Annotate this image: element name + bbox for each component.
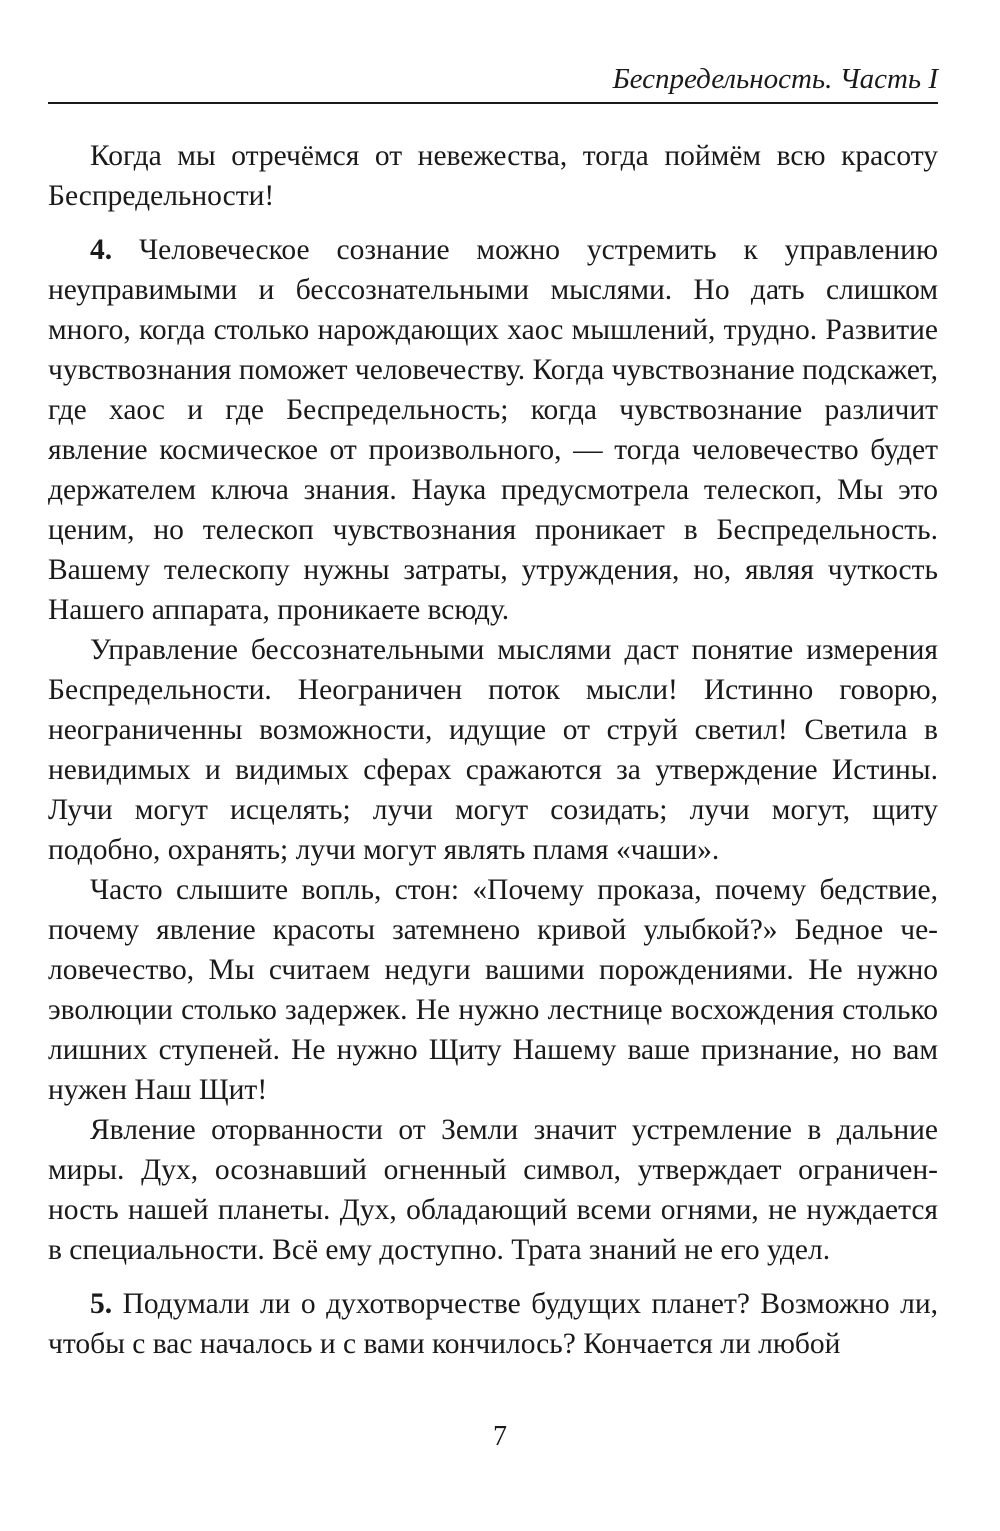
paragraph-worlds <box>48 1110 938 1270</box>
running-title: Беспредельность. Часть I <box>612 63 938 95</box>
paragraph-text: Управление бессознательными мыслями даст понятие измерения Беспредельности. Неограничен поток мысли! Истинно говорю, неограниченны возможности, идущие от струй светил! Светила в невидимых и видимых сферах сражаются за утверждение Истины. Лучи могут исцелять; лучи могут созидать; лучи могут, щиту подобно, охранять; лучи могут являть пламя «чаши». <box>48 634 938 866</box>
running-header <box>48 62 938 104</box>
paragraph-section-4 <box>48 230 938 630</box>
paragraph-text: Явление оторванности от Земли значит устремление в дальние миры. Дух, осознавший огненный символ, утверждает ограниченность нашей планеты. Дух, обладающий всеми огнями, не нуждается в специальности. Всё ему доступно. Трата знаний не его удел. <box>48 1114 938 1266</box>
page-number: 7 <box>493 1421 507 1452</box>
paragraph-text: Когда мы отречёмся от невежества, тогда поймём всю красоту Беспредельности! <box>48 140 938 212</box>
section-number: 4. <box>90 234 113 266</box>
paragraph-text: Человеческое сознание можно устремить к управлению неуправимыми и бессознательными мыслями. Но дать слишком много, когда столько нарождающих хаос мышлений, трудно. Развитие чувствознания поможет человечеству. Когда чувствознание подскажет, где хаос и где Беспредельность; когда чувствознание различит явление космическое от произвольного, — тогда человечество будет держателем ключа знания. Наука предусмотрела телескоп, Мы это ценим, но телескоп чувствознания проникает в Беспредельность. Вашему телескопу нужны затраты, утруждения, но, являя чуткость Нашего аппарата, проникаете всюду. <box>48 234 938 626</box>
body-text <box>48 136 938 1364</box>
paragraph-text: Подумали ли о духотворчестве будущих планет? Возможно ли, чтобы с вас началось и с вами кончилось? Кончается ли любой <box>48 1288 939 1360</box>
paragraph-text: Часто слышите вопль, стон: «Почему проказа, почему бедствие, почему явление красоты затемнено кривой улыбкой?» Бедное человечество, Мы считаем недуги вашими порождениями. Не нужно эволюции столько задержек. Не нужно лестнице восхождения столько лишних ступеней. Не нужно Щиту Нашему ваше признание, но вам нужен Наш Щит! <box>48 874 938 1106</box>
paragraph-section-5 <box>48 1284 938 1364</box>
section-number: 5. <box>90 1288 113 1320</box>
paragraph-rays <box>48 630 938 870</box>
paragraph-shield <box>48 870 938 1110</box>
paragraph-intro <box>48 136 938 216</box>
